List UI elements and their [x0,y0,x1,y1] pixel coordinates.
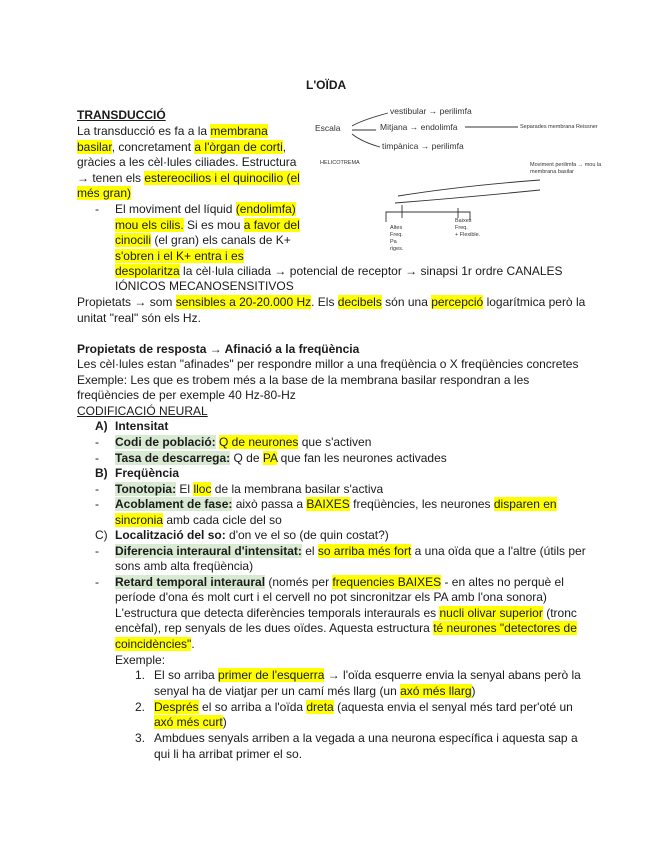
dash: - [95,575,99,589]
highlight: més gran) [77,186,132,200]
section-heading-resposta: Propietats de resposta → Afinació a la freqüència [77,342,360,356]
retard-temporal-line-3 [115,606,577,621]
propietats-line-1 [77,295,585,310]
escala-brace-low [352,134,380,147]
retard-temporal-line-5 [115,637,195,652]
exemple-1-line-2 [154,684,476,699]
diagram-label-helicotrema: HELICOTREMA [320,160,360,166]
wave-top [398,180,540,196]
highlight: té neurones "detectores de [433,621,577,635]
highlight: disparen en [493,497,557,511]
transduccio-line-2 [77,140,286,155]
highlight: a l'òrgan de corti [194,140,283,154]
dash: - [95,435,99,449]
text: (aquesta envia el senyal més tard per'oté un [333,700,573,714]
list-label-a: A) [95,419,108,433]
text: són una [381,295,432,309]
localitzacio-line [115,528,389,543]
highlight: a favor del [243,218,300,232]
text: d'on ve el so (de quin costat?) [225,528,389,542]
page-title: L'OÏDA [306,78,347,92]
bold-term: Tonotopia: [115,482,177,496]
retard-temporal-line-1 [115,575,564,590]
list-label-c: C) [95,528,108,542]
highlight: membrana [210,124,268,138]
bold-term: Acoblament de fase: [115,497,233,511]
transduccio-bullet-line-1 [115,202,296,217]
text: a una oïda que a l'altre (útils per [411,544,586,558]
highlight: Després [154,700,199,714]
highlight: decibels [337,295,382,309]
highlight: dreta [306,700,334,714]
diagram-label-mitjana: Mitjana → endolimfa [380,122,458,132]
text: Moviment perilimfa → mou la [530,162,602,168]
highlight: axó més curt [154,715,223,729]
text: La transducció es fa a la [77,124,211,138]
section-heading-codificacio: CODIFICACIÓ NEURAL [77,404,208,418]
text: (tronc [542,606,577,620]
text: Baixes [455,218,472,224]
transduccio-line-1 [77,124,268,139]
exemple-label: Exemple: [115,653,166,667]
text: Altes [390,225,403,231]
list-item-intensitat: Intensitat [115,419,169,433]
text: - en altes no perquè el [441,575,564,589]
section-heading-transduccio: TRANSDUCCIÓ [77,108,166,122]
bold-term: Codi de població: [115,435,216,449]
transduccio-bullet-line-2 [115,218,300,233]
dash: - [95,497,99,511]
diagram-label-escala: Escala [315,123,341,133]
highlight: sensibles a 20-20.000 Hz [175,295,312,309]
dash: - [95,544,99,558]
retard-temporal-line-4 [115,621,577,636]
diagram-label-moviment [530,162,601,176]
retard-temporal-line-2: període d'ona és molt curt i el cervell no pot sincronitzar els PA amb l'ona sonora) [115,590,547,604]
list-label-b: B) [95,466,108,480]
highlight: coincidències" [115,637,192,651]
wave-bottom [395,190,540,203]
text: , concretament [111,140,195,154]
text: riges. [390,246,404,252]
dash: - [95,451,99,465]
text: encèfal), rep senyals de les dues oïdes. Aquesta estructura [115,621,434,635]
text: que fan les neurones activades [277,451,447,465]
bullet-dash: - [95,202,99,216]
text: ) [471,684,476,698]
text: el [301,544,318,558]
text: El [176,482,194,496]
transduccio-bullet-line-4 [115,249,244,264]
acoblament-line-2 [115,513,282,528]
text: el so arriba a l'oïda [198,700,307,714]
text: L'estructura que detecta diferències temporals interaurals es [115,606,440,620]
bold-term: Retard temporal interaural [115,575,266,589]
diagram-label-vestibular: vestibular → perilimfa [390,106,472,116]
bold-term: Localització del so: [115,528,226,542]
exemple-3-line-2: qui li ha arribat primer el so. [154,747,303,761]
text: logarítmica però la [483,295,586,309]
diagram-label-altes [390,225,403,253]
text: Freq. [455,225,468,231]
acoblament-line-1 [115,497,557,512]
dash: - [95,482,99,496]
highlight: nucli olivar superior [439,606,543,620]
resposta-line-2: Exemple: Les que es trobem més a la base de la membrana basilar respondran a les [77,373,530,387]
list-item-frequencia: Freqüència [115,466,180,480]
highlight: axó més llarg [400,684,472,698]
bold-term: Tasa de descarrega: [115,451,231,465]
text: , [282,140,287,154]
tasa-descarrega-line [115,451,447,466]
diagram-label-separades: Separades membrana Reissner [520,124,598,130]
highlight: basilar [77,140,112,154]
text: de la membrana basilar s'activa [211,482,384,496]
highlight: mou els cilis. [115,218,184,232]
text: que s'activen [298,435,372,449]
numbered-label-2: 2. [135,700,146,714]
text: . Els [311,295,338,309]
numbered-label-1: 1. [135,668,146,682]
highlight: frequencies BAIXES [332,575,442,589]
transduccio-bullet-line-3 [115,233,291,248]
text: senyal ha de viatjar per un camí més llarg (un [154,684,401,698]
highlight: despolaritza [115,264,180,278]
highlight: primer de l'esquerra [218,668,325,682]
diagram-label-baixes [455,218,480,239]
text: Q de [230,451,263,465]
transduccio-bullet-line-6: IÓNICOS MECANOSENSITIVOS [115,279,294,293]
bold-term: Diferencia interaural d'intensitat: [115,544,302,558]
text: amb cada cicle del so [163,513,282,527]
text: → tenen els [77,171,145,185]
numbered-label-3: 3. [135,731,146,745]
transduccio-line-4 [77,171,300,186]
text: + Flexible. [455,232,481,238]
diferencia-interaural-line-1 [115,544,586,559]
highlight: s'obren i el K+ entra i es [115,249,244,263]
codi-poblacio-line [115,435,371,450]
text: freqüències, les neurones [349,497,494,511]
text: (només per [265,575,333,589]
tonotopia-line [115,482,383,497]
highlight: lloc [193,482,212,496]
transduccio-line-3: gràcies a les cèl·lules ciliades. Estructura [77,155,297,169]
highlight: percepció [431,295,484,309]
highlight: so arriba més fort [317,544,412,558]
highlight: cinocili [115,233,152,247]
highlight: PA [262,451,278,465]
text: (el gran) els canals de K+ [151,233,291,247]
highlight: BAIXES [306,497,350,511]
transduccio-line-5 [77,186,131,201]
text: . [191,637,195,651]
resposta-line-1: Les cèl·lules estan "afinades" per respondre millor a una freqüència o X freqüències concretes [77,357,579,371]
text: ) [222,715,227,729]
text: El moviment del líquid [115,202,236,216]
exemple-2-line-2 [154,715,227,730]
exemple-3-line-1: Ambdues senyals arriben a la vegada a una neurona específica i aquesta sap a [154,731,578,745]
highlight: Q de neurones [219,435,299,449]
diagram-label-timpanica: timpànica → perilimfa [382,141,464,151]
exemple-2-line-1 [154,700,573,715]
exemple-1-line-1 [154,668,581,683]
text: Si es mou [183,218,244,232]
text: això passa a [232,497,307,511]
text: la cèl·lula ciliada → potencial de receptor → sinapsi 1r ordre CANALES [179,264,563,278]
highlight: estereocilios i el quinocilio (el [144,171,300,185]
diferencia-interaural-line-2: sons amb alta freqüència) [115,559,254,573]
highlight: (endolimfa) [235,202,296,216]
text: Pa [390,239,397,245]
text: Propietats → som [77,295,176,309]
text: El so arriba [154,668,219,682]
text: Freq. [390,232,403,238]
text: → l'oïda esquerre envia la senyal abans però la [324,668,581,682]
propietats-line-2: unitat "real" són els Hz. [77,311,201,325]
text: membrana basilar [530,169,575,175]
highlight: sincronia [115,513,164,527]
resposta-line-3: freqüències de per exemple 40 Hz-80-Hz [77,388,296,402]
